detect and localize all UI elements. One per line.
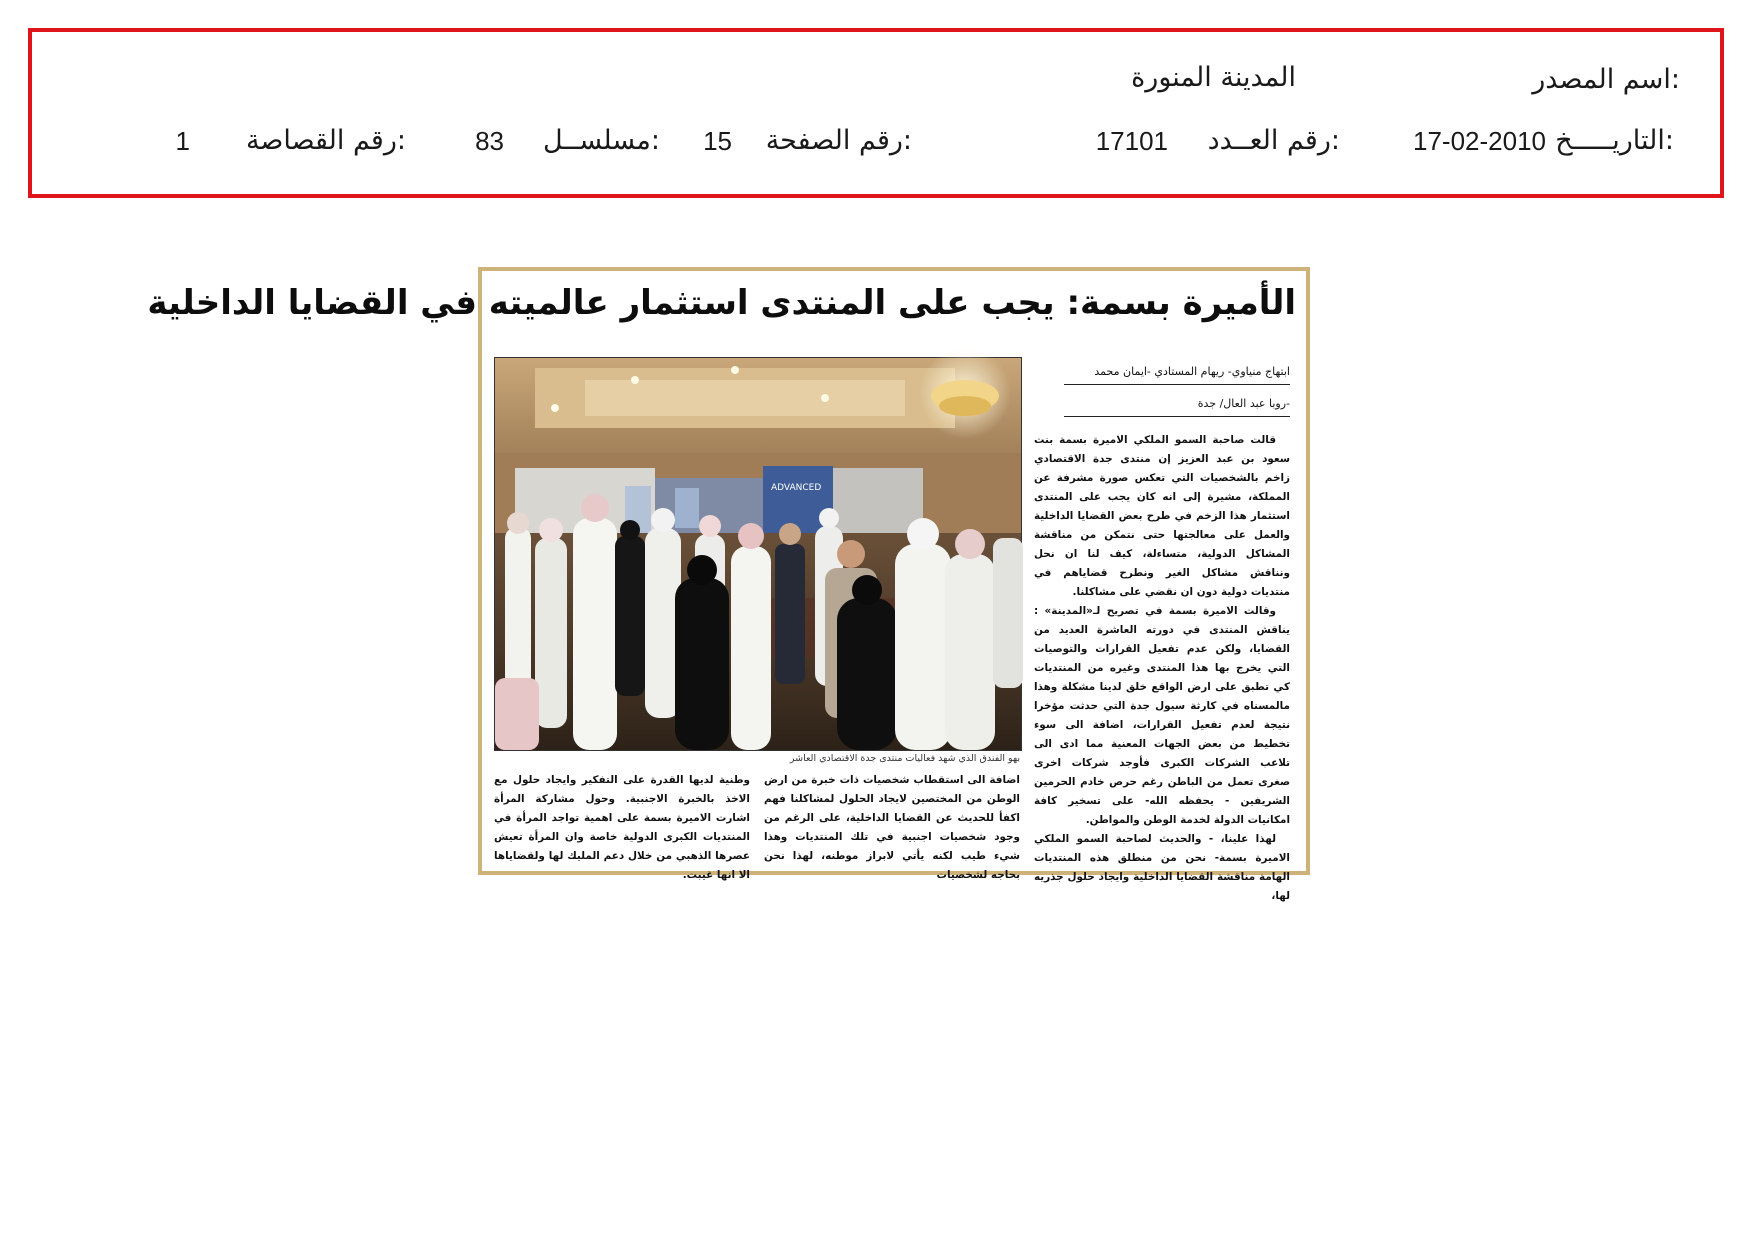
source-label: اسم المصدر:	[1532, 64, 1680, 95]
serial-value: 83	[475, 126, 504, 156]
article-byline: ابتهاج منياوي- ريهام المستادي -ايمان محمد	[1064, 365, 1290, 385]
article-column-middle	[764, 771, 1020, 885]
clip-number-label: رقم القصاصة:	[245, 125, 406, 156]
paragraph: لهذا علينا، - والحديث لصاحبة السمو الملكي الاميرة بسمة- نحن من منطلق هذه المنتديات الهامة مناقشة القضايا الداخلية وايجاد حلول جذريه لها،	[1034, 833, 1290, 902]
paragraph: وقالت الاميرة بسمة في تصريح لـ«المدينة» : يناقش المنتدى في دورته العاشرة العديد من القضايا، ولكن عدم تفعيل القرارات والتوصيات التي يخرج بها هذا المنتدى وغيره من المنتديات كي تطبق على ارض الواقع خلق لدينا مشكلة وهذا مالمسناه في كارثة سيول جدة التي حدثت مؤخرا نتيجة لعدم تفعيل القرارات، اضافة الى سوء تخطيط من بعض الجهات المعنية مما ادى الى تلاعب الشركات الكبرى فأوجد شركات اخرى صغرى تعمل من الباطن رغم حرص خادم الحرمين الشريفين - يحفظه الله- على تسخير كافة امكانيات الدولة لخدمة الوطن والمواطن.	[1034, 605, 1290, 826]
photo-caption: بهو الفندق الذي شهد فعاليات منتدى جدة الاقتصادي العاشر	[789, 753, 1020, 764]
date-label: التاريـــــخ:	[1555, 125, 1674, 156]
article-headline: الأميرة بسمة: يجب على المنتدى استثمار عالميته في القضايا الداخلية	[147, 283, 1296, 323]
article-photo	[494, 357, 1022, 751]
paragraph: اضافة الى استقطاب شخصيات ذات خبرة من ارض الوطن من المختصين لايجاد الحلول لمشاكلنا فهم اكفأ للحديث عن القضايا الداخلية، على الرغم من وجود شخصيات اجنبية في تلك المنتديات وهذا شيء طيب لكنه يأتي لابراز موطنه، لهذا نحن بحاجه لشخصيات	[764, 774, 1020, 881]
clip-number-value: 1	[175, 126, 190, 156]
article-column-right	[1034, 431, 1290, 906]
source-value: المدينة المنورة	[1131, 62, 1296, 93]
issue-label: رقم العــدد:	[1207, 125, 1340, 156]
article-byline-location: -روبا عبد العال/ جدة	[1064, 397, 1290, 417]
issue-value: 17101	[1095, 126, 1168, 156]
clipping-info-box	[28, 28, 1724, 198]
newspaper-clipping	[147, 267, 1310, 902]
paragraph: قالت صاحبة السمو الملكي الاميرة بسمة بنت سعود بن عبد العزيز إن منتدى جدة الاقتصادي زاخم بالشخصيات التي تعكس صورة مشرفة عن المملكة، مشيرة إلى انه كان يجب على المنتدى استثمار هذا الزخم في طرح بعض القضايا الداخلية والعمل على معالجتها حتى نتمكن من مناقشة المشاكل الدولية، متساءلة، كيف لنا ان نحل ونناقش مشاكل الغير ونطرح قضاياهم في منتديات دولية دون ان نقضي على مشاكلنا.	[1034, 434, 1290, 598]
date-value: 17-02-2010	[1413, 126, 1546, 156]
page-value: 15	[703, 126, 732, 156]
paragraph: وطنية لديها القدرة على التفكير وايجاد حلول مع الاخذ بالخبرة الاجنبية. وحول مشاركة المرأة اشارت الاميرة بسمة على اهمية تواجد المرأة في المنتديات الكبرى الدولية خاصة وان المرأة تعيش عصرها الذهبي من خلال دعم المليك لها ولقضاياها الا انها غيبت.	[494, 774, 750, 881]
serial-label: مسلســل:	[543, 125, 660, 156]
page-label: رقم الصفحة:	[765, 125, 912, 156]
booth-sign-text: ADVANCED	[771, 483, 822, 493]
article-column-left	[494, 771, 750, 885]
